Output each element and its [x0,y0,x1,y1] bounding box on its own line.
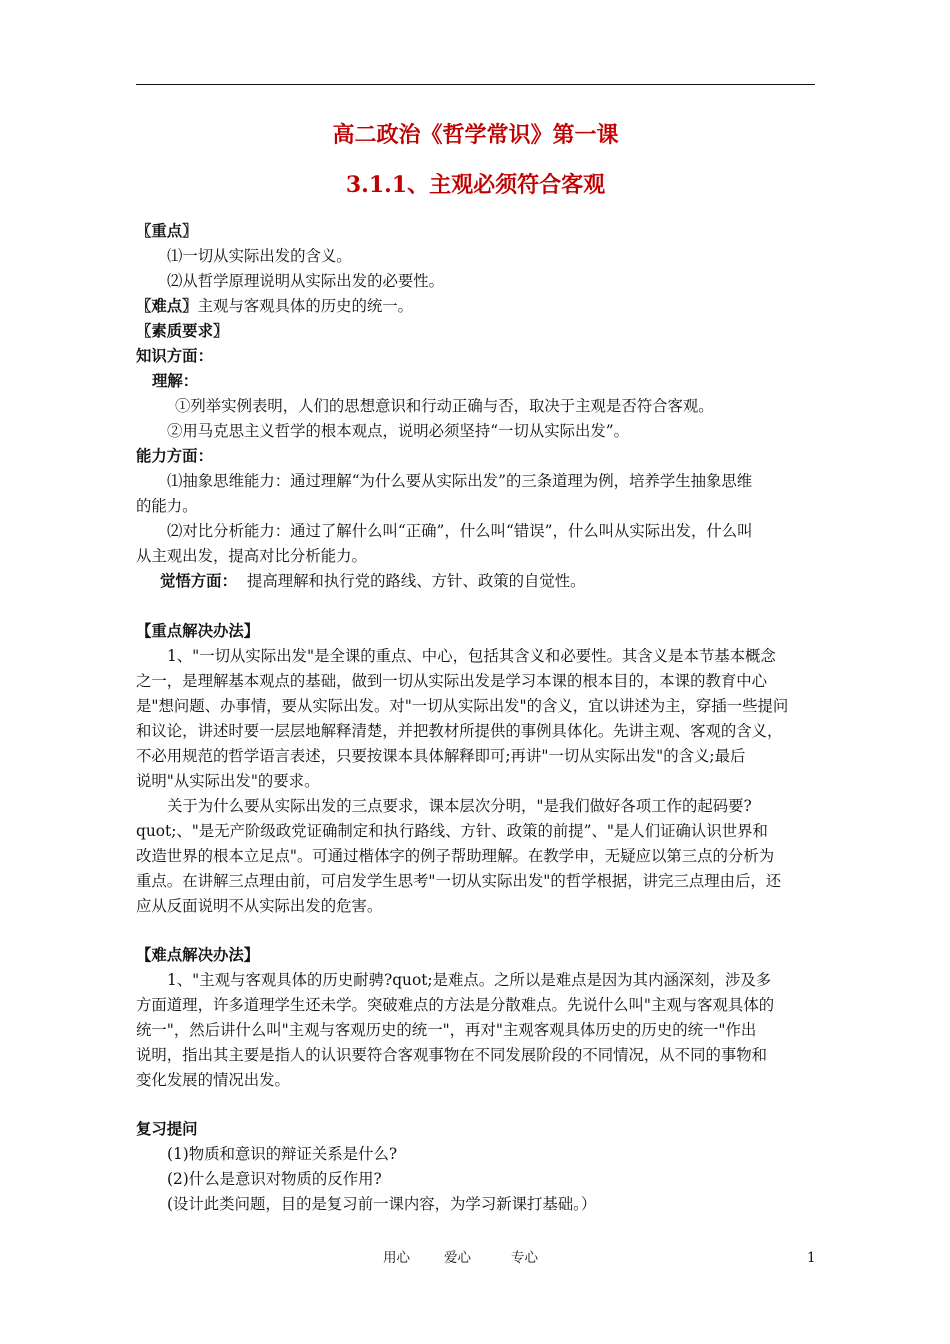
diff-method-label: 【难点解决办法】 [136,946,260,964]
paragraph-line: 1、"主观与客观具体的历史耐骋?quot;是难点。之所以是难点是因为其内涵深刻，涉及多 [167,971,772,989]
ability-item-2a: ⑵对比分析能力：通过了解什么叫“正确”，什么叫“错误”，什么叫从实际出发，什么叫 [167,522,753,540]
paragraph-line: 说明，指出其主要是指人的认识要符合客观事物在不同发展阶段的不同情况，从不同的事物和 [136,1046,768,1064]
paragraph-line: 说明"从实际出发"的要求。 [136,772,320,790]
paragraph-line: 重点。在讲解三点理由前，可启发学生思考"一切从实际出发"的哲学根据，讲完三点理由后，还 [136,872,782,890]
awareness-line [160,571,586,591]
review-question-1: (1)物质和意识的辩证关系是什么? [167,1145,398,1163]
paragraph-line: 是"想问题、办事情，要从实际出发。对"一切从实际出发"的含义，宜以讲述为主，穿插一些提问 [136,697,789,715]
key-point-2: ⑵从哲学原理说明从实际出发的必要性。 [167,272,445,290]
header-rule [136,84,815,85]
footer-motto-3: 专心 [511,1250,538,1266]
document-title: 高二政治《哲学常识》第一课 [332,122,619,148]
quality-label: 〖素质要求〗 [136,322,229,340]
paragraph-line: 改造世界的根本立足点"。可通过楷体字的例子帮助理解。在教学申，无疑应以第三点的分析为 [136,847,775,865]
paragraph-line: 1、"一切从实际出发"是全课的重点、中心，包括其含义和必要性。其含义是本节基本概念 [167,647,776,665]
paragraph-line: 不必用规范的哲学语言表述，只要按课本具体解释即可;再讲"一切从实际出发"的含义;最后 [136,747,746,765]
knowledge-label: 知识方面： [136,347,213,365]
paragraph-line: 和议论，讲述时要一层层地解释清楚，并把教材所提供的事例具体化。先讲主观、客观的含义， [136,722,783,740]
difficult-label: 〖难点〗 [136,297,198,315]
footer-motto-1: 用心 [383,1250,410,1266]
paragraph-line: 关于为什么要从实际出发的三点要求，课本层次分明，"是我们做好各项工作的起码要? [167,797,752,815]
understand-item-1: ①列举实例表明，人们的思想意识和行动正确与否，取决于主观是否符合客观。 [175,397,714,415]
ability-item-2b: 从主观出发，提高对比分析能力。 [136,547,367,565]
difficult-point [136,296,413,316]
paragraph-line: 变化发展的情况出发。 [136,1071,290,1089]
understand-label: 理解： [152,372,199,390]
ability-item-1b: 的能力。 [136,497,198,515]
key-method-label: 【重点解决办法】 [136,622,260,640]
paragraph-line: quot;、"是无产阶级政党证确制定和执行路线、方针、政策的前提”、"是人们证确认识世界和 [136,822,768,840]
awareness-label: 觉悟方面： [160,572,237,590]
document-subtitle: 3.1.1、主观必须符合客观 [345,172,606,198]
page-number: 1 [807,1250,816,1266]
review-note: (设计此类问题，目的是复习前一课内容，为学习新课打基础。） [167,1195,597,1213]
key-point-1: ⑴一切从实际出发的含义。 [167,247,352,265]
paragraph-line: 应从反面说明不从实际出发的危害。 [136,897,383,915]
difficult-text: 主观与客观具体的历史的统一。 [197,297,414,315]
paragraph-line: 方面道理，许多道理学生还未学。突破难点的方法是分散难点。先说什么叫"主观与客观具体的 [136,996,775,1014]
paragraph-line: 统一"，然后讲什么叫"主观与客观历史的统一"，再对"主观客观具体历史的历史的统一"作出 [136,1021,757,1039]
awareness-text: 提高理解和执行党的路线、方针、政策的自觉性。 [246,572,586,590]
review-label: 复习提问 [136,1120,198,1138]
ability-item-1a: ⑴抽象思维能力：通过理解“为什么要从实际出发”的三条道理为例，培养学生抽象思维 [167,472,753,490]
ability-label: 能力方面： [136,447,213,465]
paragraph-line: 之一，是理解基本观点的基础，做到一切从实际出发是学习本课的根本目的，本课的教育中心 [136,672,768,690]
understand-item-2: ②用马克思主义哲学的根本观点，说明必须坚持“一切从实际出发”。 [167,422,630,440]
review-question-2: (2)什么是意识对物质的反作用? [167,1170,382,1188]
key-points-label: 〖重点〗 [136,222,198,240]
footer-motto-2: 爱心 [444,1250,471,1266]
